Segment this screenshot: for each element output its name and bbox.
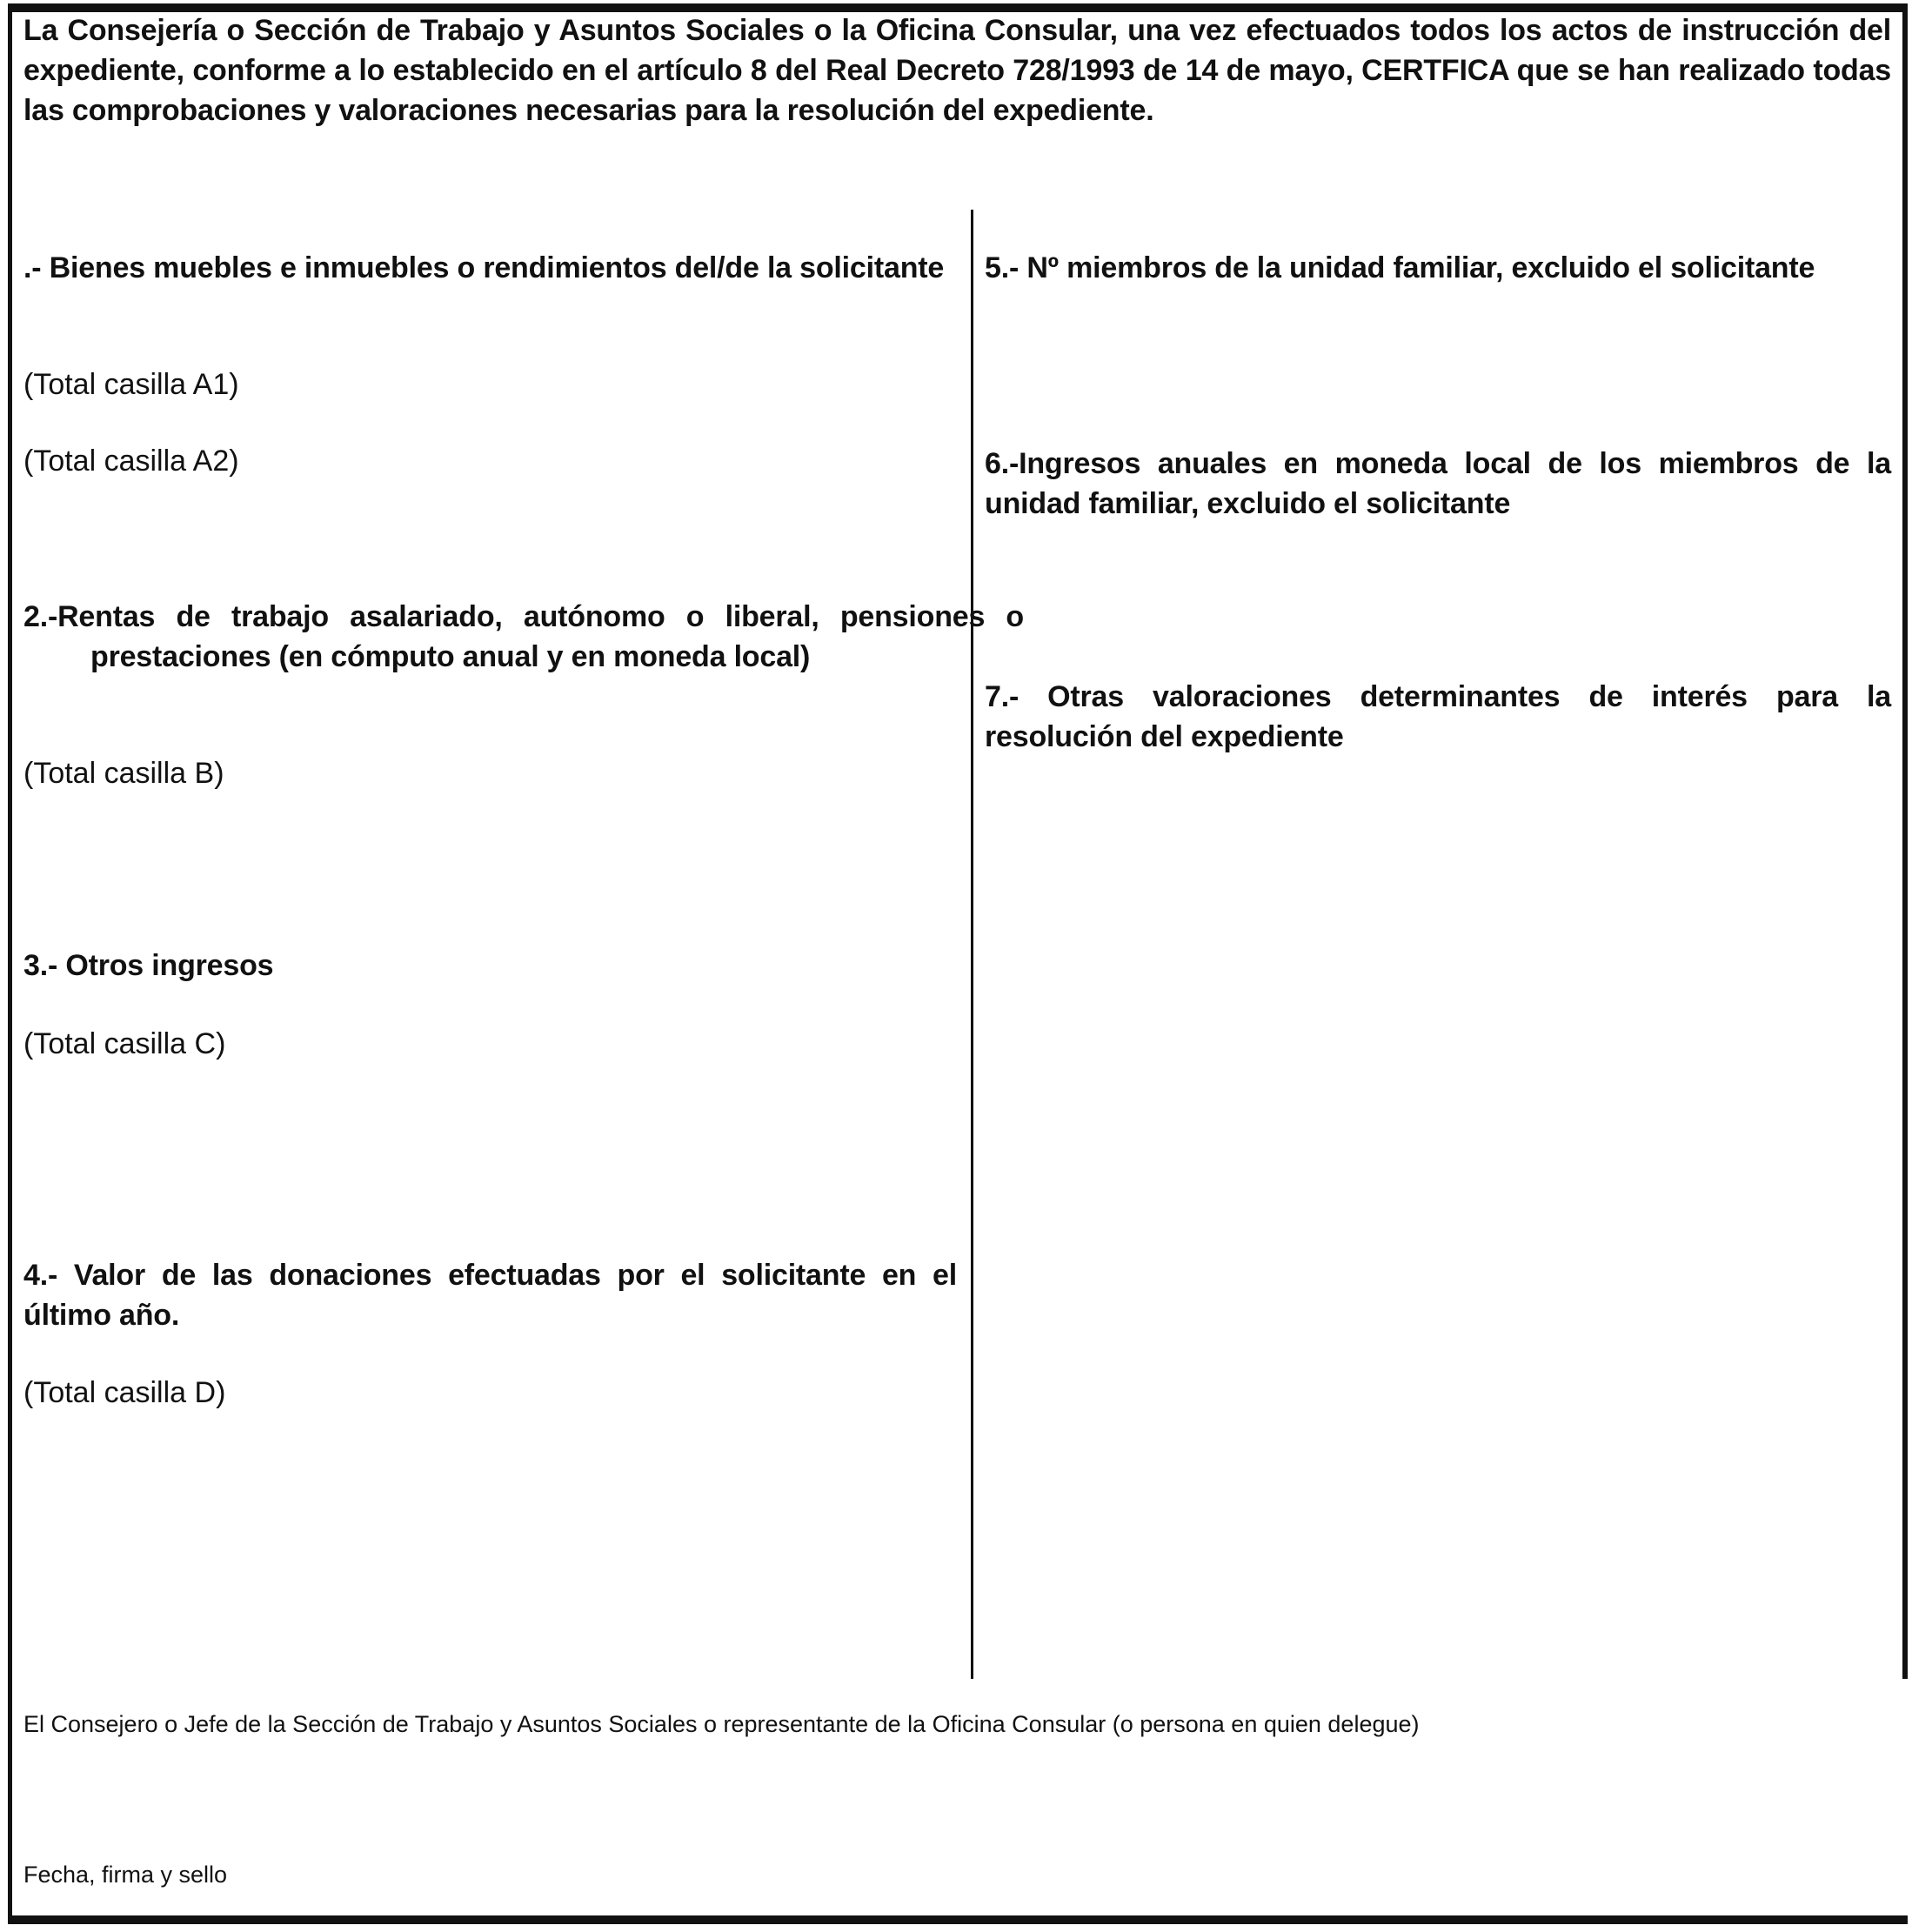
date-signature-label: Fecha, firma y sello xyxy=(23,1862,228,1888)
total-b-label: (Total casilla B) xyxy=(23,757,224,790)
item3-title: 3.- Otros ingresos xyxy=(23,949,274,982)
signatory-label: El Consejero o Jefe de la Sección de Trabajo y Asuntos Sociales o representante de la Oficina Consular (o persona en quien delegue) xyxy=(23,1711,1420,1737)
right-border xyxy=(1902,3,1908,1679)
item1-title: .- Bienes muebles e inmuebles o rendimientos del/de la solicitante xyxy=(23,251,945,284)
total-d-label: (Total casilla D) xyxy=(23,1376,226,1409)
left-border xyxy=(8,3,12,1924)
item7-title: 7.- Otras valoraciones determinantes de interés para la resolución del expediente xyxy=(985,680,1891,753)
total-a1-label: (Total casilla A1) xyxy=(23,368,239,401)
bottom-border xyxy=(8,1915,1908,1924)
total-a2-label: (Total casilla A2) xyxy=(23,445,239,478)
certification-text: La Consejería o Sección de Trabajo y Asuntos Sociales o la Oficina Consular, una vez efectuados todos los actos de instrucción del expediente, conforme a lo establecido en el artículo 8 del Real Decreto 728/1993 de 14 de mayo, CERTFICA que se han realizado todas las comprobaciones y valoraciones necesarias para la resolución del expediente. xyxy=(23,14,1891,127)
item6-title: 6.-Ingresos anuales en moneda local de los miembros de la unidad familiar, excluido el solicitante xyxy=(985,447,1891,520)
item5-title: 5.- Nº miembros de la unidad familiar, excluido el solicitante xyxy=(985,251,1815,284)
total-c-label: (Total casilla C) xyxy=(23,1027,226,1060)
item2-title: 2.-Rentas de trabajo asalariado, autónomo o liberal, pensiones o prestaciones (en cómputo anual y en moneda local) xyxy=(23,600,1024,673)
column-divider xyxy=(971,210,973,1679)
item4-title: 4.- Valor de las donaciones efectuadas por el solicitante en el último año. xyxy=(23,1259,957,1332)
